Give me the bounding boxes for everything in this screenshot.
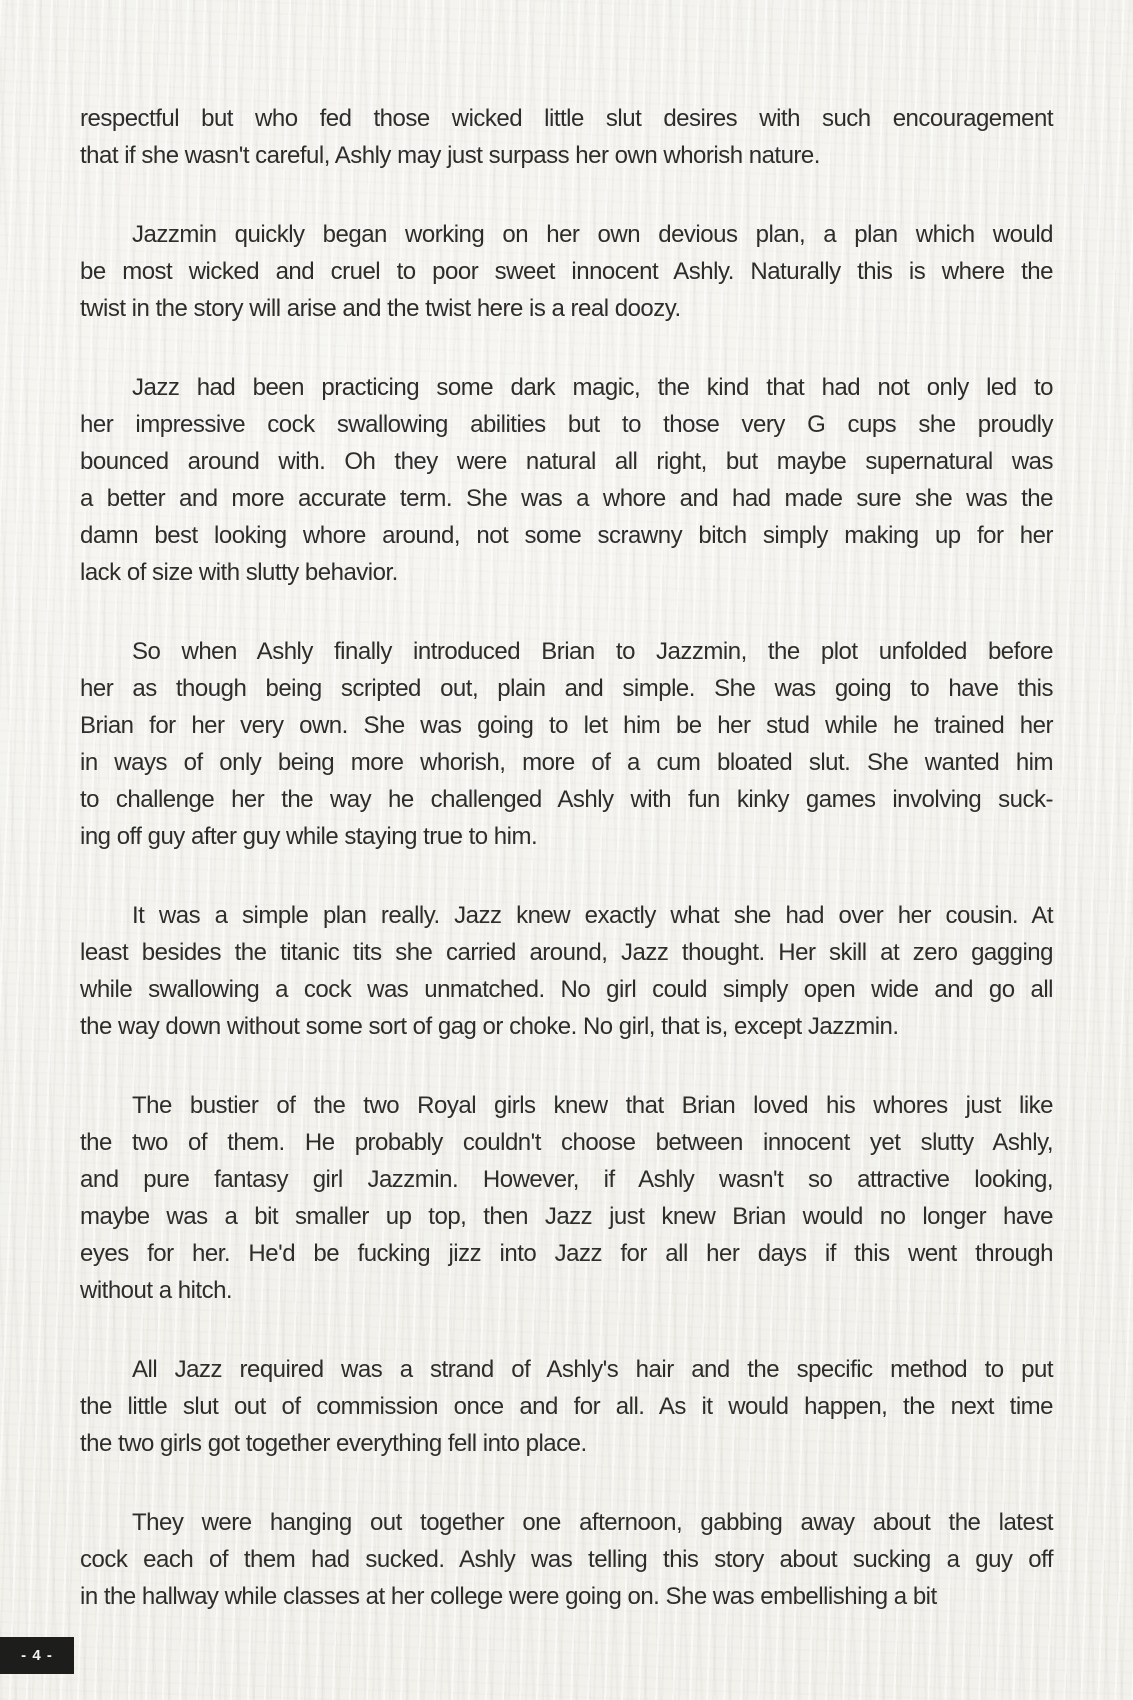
text-line: and pure fantasy girl Jazzmin. However, if Ashly wasn't so attractive looking,	[80, 1166, 1053, 1193]
paragraph	[80, 1504, 1053, 1615]
text-line: Jazz had been practicing some dark magic, the kind that had not only led to	[132, 374, 1053, 401]
body-text	[80, 0, 1053, 1657]
paragraph	[80, 1087, 1053, 1309]
paragraph	[80, 1351, 1053, 1462]
paragraph	[80, 216, 1053, 327]
paragraph	[80, 897, 1053, 1045]
text-line: It was a simple plan really. Jazz knew exactly what she had over her cousin. At	[132, 902, 1053, 929]
text-line: the two of them. He probably couldn't choose between innocent yet slutty Ashly,	[80, 1129, 1053, 1156]
text-line: Jazzmin quickly began working on her own devious plan, a plan which would	[132, 221, 1053, 248]
text-line: in ways of only being more whorish, more of a cum bloated slut. She wanted him	[80, 749, 1053, 776]
text-line: maybe was a bit smaller up top, then Jazz just knew Brian would no longer have	[80, 1203, 1053, 1230]
page-number-label: - 4 -	[21, 1647, 53, 1664]
paragraph	[80, 369, 1053, 591]
text-line: a better and more accurate term. She was a whore and had made sure she was the	[80, 485, 1053, 512]
text-line: Brian for her very own. She was going to let him be her stud while he trained her	[80, 712, 1053, 739]
paragraph	[80, 633, 1053, 855]
page-number-badge	[0, 1637, 74, 1674]
text-line: They were hanging out together one afternoon, gabbing away about the latest	[132, 1509, 1053, 1536]
text-line: All Jazz required was a strand of Ashly's hair and the specific method to put	[132, 1356, 1053, 1383]
text-line: So when Ashly finally introduced Brian to Jazzmin, the plot unfolded before	[132, 638, 1053, 665]
text-line: her impressive cock swallowing abilities but to those very G cups she proudly	[80, 411, 1053, 438]
text-line: damn best looking whore around, not some scrawny bitch simply making up for her	[80, 522, 1053, 549]
paragraph	[80, 100, 1053, 174]
text-line: cock each of them had sucked. Ashly was telling this story about sucking a guy off	[80, 1546, 1053, 1573]
text-line: while swallowing a cock was unmatched. No girl could simply open wide and go all	[80, 976, 1053, 1003]
text-line: to challenge her the way he challenged Ashly with fun kinky games involving suck-	[80, 786, 1053, 813]
text-line: least besides the titanic tits she carried around, Jazz thought. Her skill at zero gagging	[80, 939, 1053, 966]
text-line: eyes for her. He'd be fucking jizz into Jazz for all her days if this went through	[80, 1240, 1053, 1267]
text-line: her as though being scripted out, plain and simple. She was going to have this	[80, 675, 1053, 702]
text-line: twist in the story will arise and the twist here is a real doozy.	[80, 295, 681, 322]
text-line: ing off guy after guy while staying true to him.	[80, 823, 538, 850]
text-line: lack of size with slutty behavior.	[80, 559, 398, 586]
text-line: The bustier of the two Royal girls knew that Brian loved his whores just like	[132, 1092, 1053, 1119]
text-line: in the hallway while classes at her college were going on. She was embellishing a bit	[80, 1583, 937, 1610]
text-line: without a hitch.	[80, 1277, 233, 1304]
text-line: the way down without some sort of gag or choke. No girl, that is, except Jazzmin.	[80, 1013, 899, 1040]
text-line: bounced around with. Oh they were natural all right, but maybe supernatural was	[80, 448, 1053, 475]
text-line: be most wicked and cruel to poor sweet innocent Ashly. Naturally this is where the	[80, 258, 1053, 285]
text-line: the two girls got together everything fell into place.	[80, 1430, 587, 1457]
text-line: respectful but who fed those wicked little slut desires with such encouragement	[80, 105, 1053, 132]
text-line: that if she wasn't careful, Ashly may just surpass her own whorish nature.	[80, 142, 820, 169]
text-line: the little slut out of commission once and for all. As it would happen, the next time	[80, 1393, 1053, 1420]
